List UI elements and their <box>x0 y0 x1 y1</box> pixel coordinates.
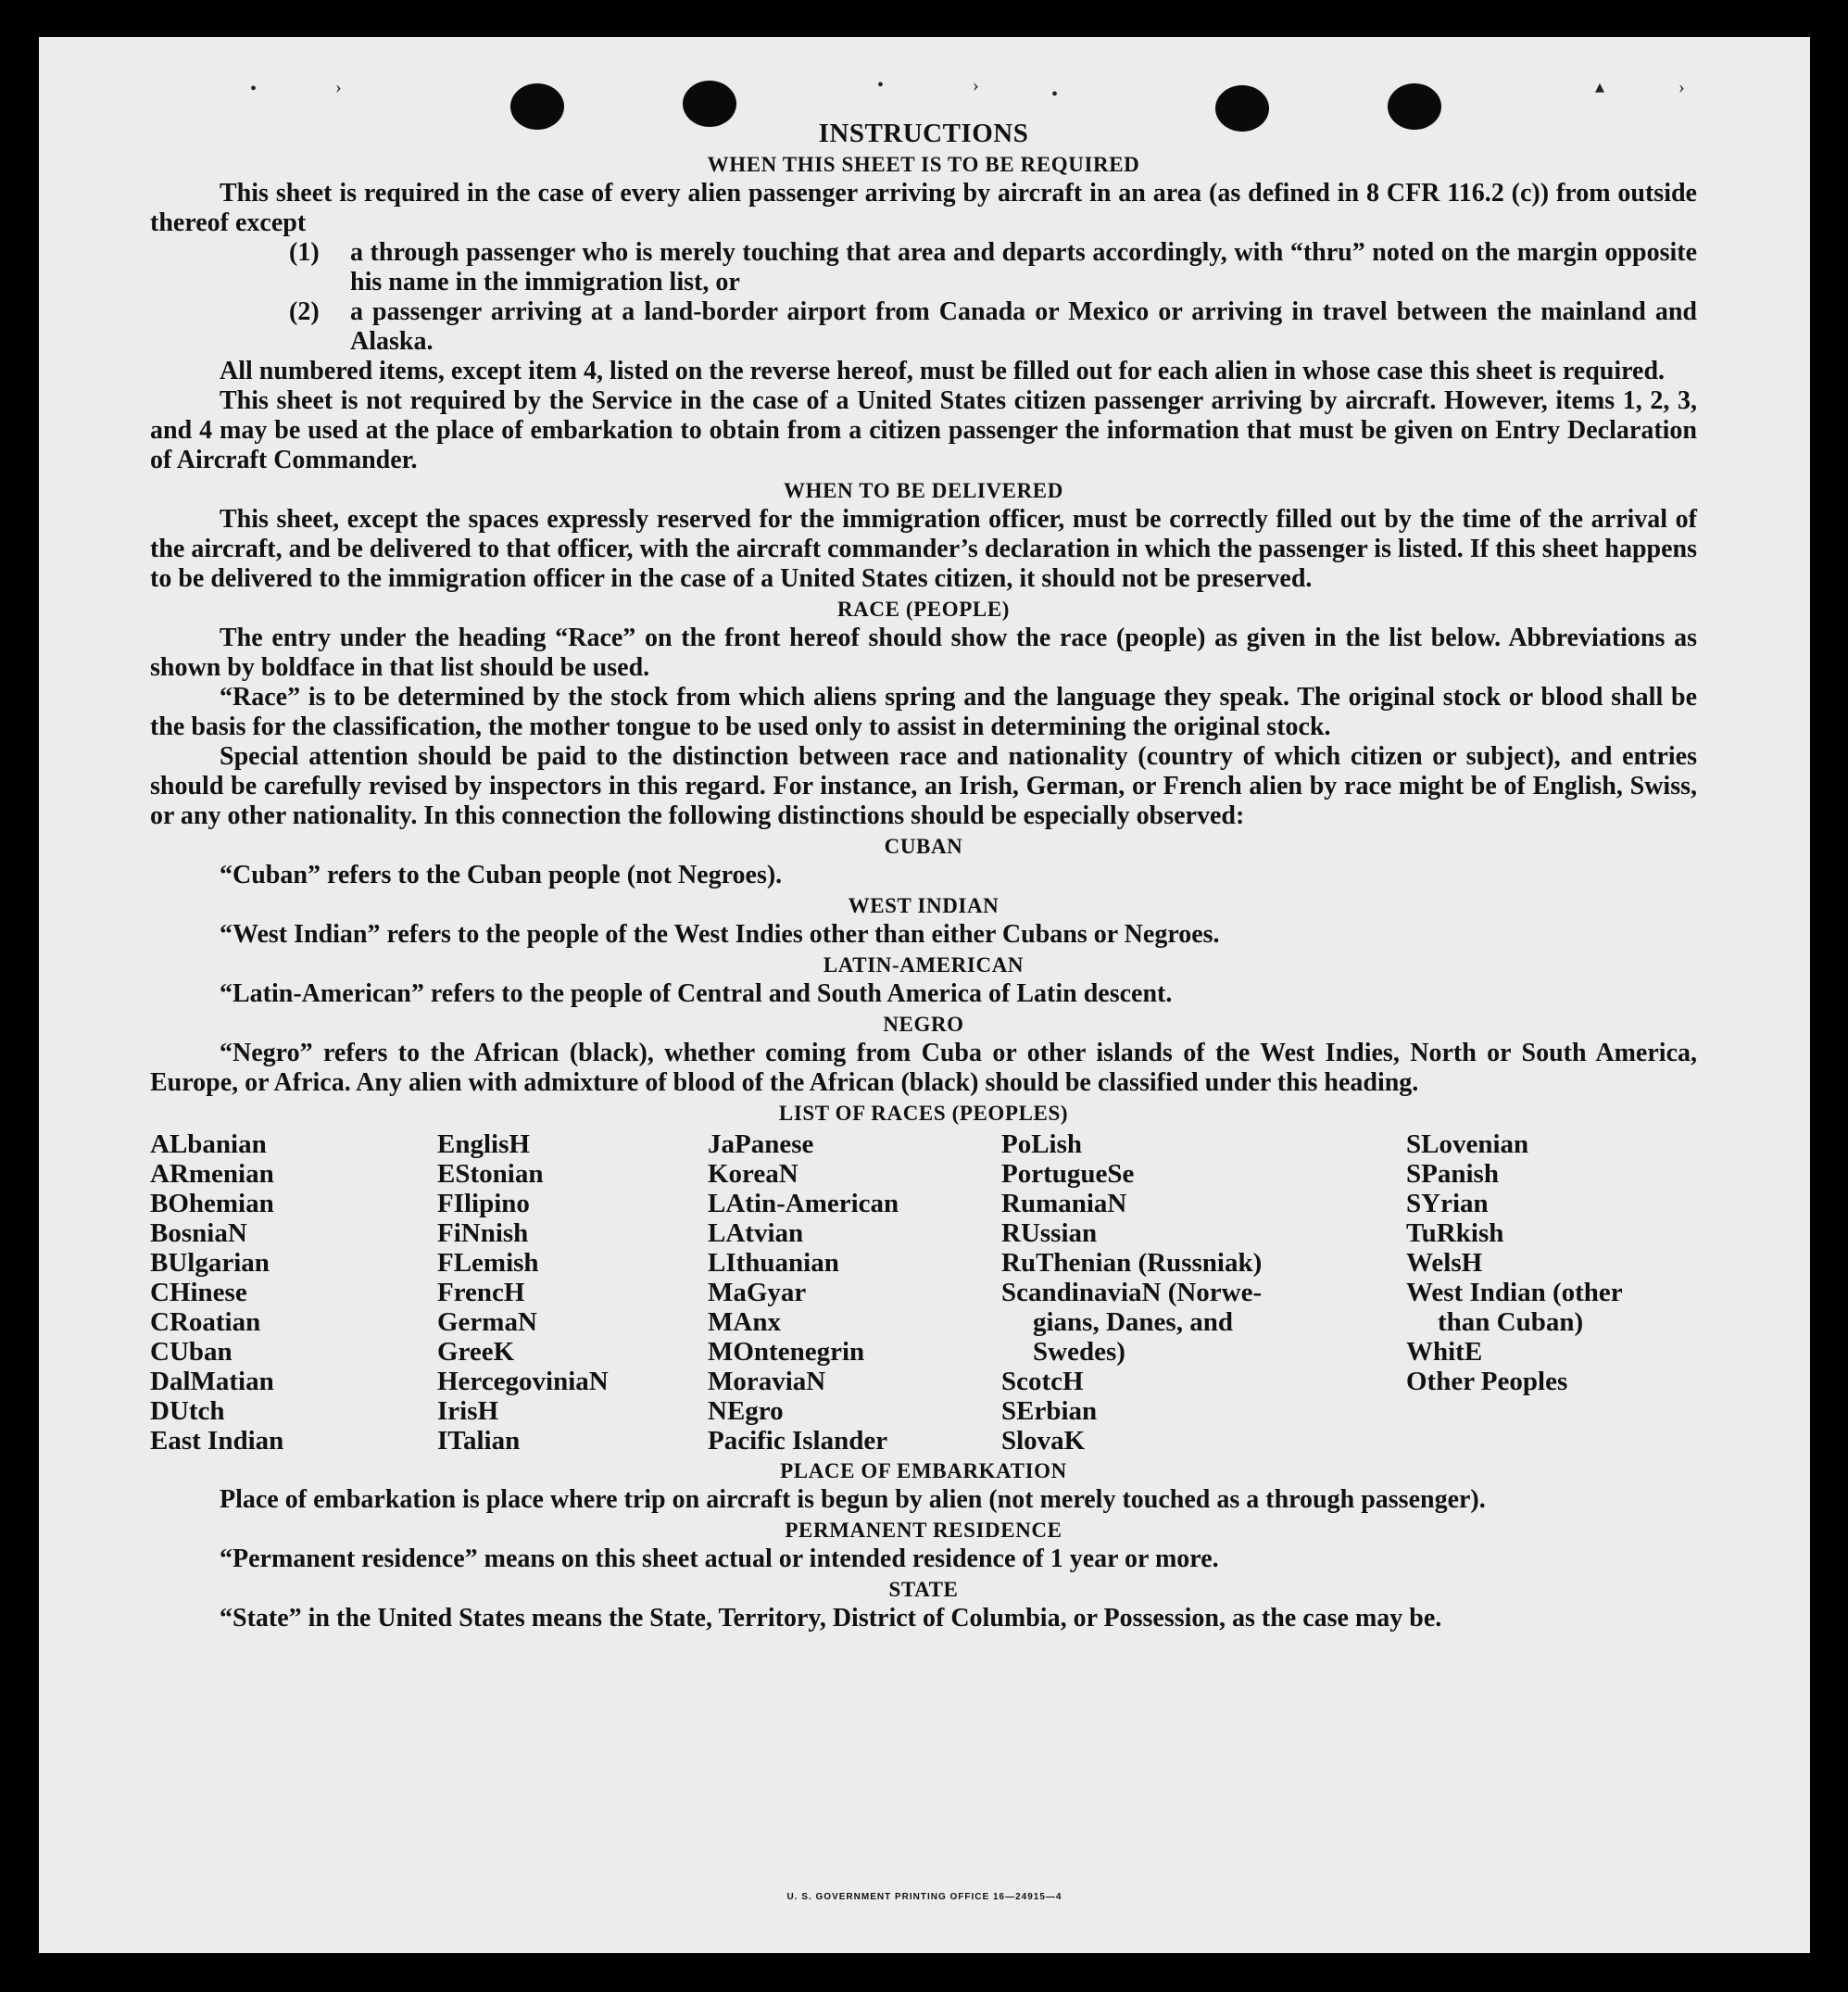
section-heading-negro: NEGRO <box>883 1013 964 1036</box>
race-column-4 <box>1001 1129 1406 1456</box>
section-heading-state: STATE <box>888 1578 959 1601</box>
item-text: a through passenger who is merely touching that area and departs accordingly, with “thru” noted on the margin opposite his name in the immigration list, or <box>350 238 1697 296</box>
race-entry: CRoatian <box>150 1307 261 1337</box>
race-entry: ARmenian <box>150 1159 274 1189</box>
race-entry: RuThenian (Russniak) <box>1001 1248 1263 1278</box>
item-text: a passenger arriving at a land-border airport from Canada or Mexico or arriving in travel between the mainland and Alaska. <box>350 297 1697 356</box>
race-column-5 <box>1406 1129 1684 1456</box>
race-entry: CUban <box>150 1337 233 1367</box>
item-number: (2) <box>289 297 320 326</box>
list-item <box>289 297 1697 357</box>
race-entry: ScotcH <box>1001 1367 1084 1396</box>
race-column-2 <box>437 1129 708 1456</box>
race-entry: SlovaK <box>1001 1426 1086 1456</box>
race-entry: SPanish <box>1406 1159 1499 1189</box>
race-entry: Swedes) <box>1033 1337 1125 1367</box>
scan-speck: › <box>973 75 979 95</box>
race-entry: RUssian <box>1001 1218 1098 1248</box>
race-entry: Other Peoples <box>1406 1367 1568 1396</box>
paragraph: This sheet is not required by the Service in the case of a United States citizen passenger arriving by aircraft. However, items 1, 2, 3, and 4 may be used at the place of embarkation to obtain from a citizen passenger the information that must be given on Entry Declaration of Aircraft Commander. <box>150 386 1697 474</box>
race-entry: JaPanese <box>708 1129 814 1159</box>
race-entry: MOntenegrin <box>708 1337 865 1367</box>
section-heading-required: WHEN THIS SHEET IS TO BE REQUIRED <box>707 153 1140 176</box>
race-entry: SErbian <box>1001 1396 1098 1426</box>
section-heading-delivered: WHEN TO BE DELIVERED <box>784 479 1063 502</box>
race-entry: West Indian (other <box>1406 1278 1623 1307</box>
section-heading-embarkation: PLACE OF EMBARKATION <box>780 1459 1067 1482</box>
race-column-3 <box>708 1129 1001 1456</box>
race-entry: IrisH <box>437 1396 499 1426</box>
page-title: INSTRUCTIONS <box>818 119 1029 148</box>
list-item <box>289 238 1697 297</box>
section-heading-residence: PERMANENT RESIDENCE <box>785 1519 1062 1542</box>
race-entry: ITalian <box>437 1426 521 1456</box>
scan-speck: • <box>1051 84 1059 105</box>
race-entry: FIlipino <box>437 1189 530 1218</box>
section-heading-list-of-races: LIST OF RACES (PEOPLES) <box>778 1102 1069 1125</box>
race-entry: MoraviaN <box>708 1367 826 1396</box>
race-entry: ALbanian <box>150 1129 267 1159</box>
race-entry: BosniaN <box>150 1218 247 1248</box>
item-number: (1) <box>289 238 320 267</box>
race-entry: SLovenian <box>1406 1129 1529 1159</box>
race-entry: East Indian <box>150 1426 284 1456</box>
race-entry: PortugueSe <box>1001 1159 1135 1189</box>
race-entry: BOhemian <box>150 1189 274 1218</box>
race-entry: EStonian <box>437 1159 544 1189</box>
paragraph: “State” in the United States means the State, Territory, District of Columbia, or Possession, as the case may be. <box>220 1604 1442 1633</box>
paragraph: The entry under the heading “Race” on the front hereof should show the race (people) as given in the list below. Abbreviations as shown by boldface in that list should be used. <box>150 624 1697 682</box>
race-entry: than Cuban) <box>1438 1307 1584 1337</box>
race-entry: MAnx <box>708 1307 781 1337</box>
section-heading-race: RACE (PEOPLE) <box>836 598 1011 621</box>
race-entry: WelsH <box>1406 1248 1483 1278</box>
race-entry: MaGyar <box>708 1278 807 1307</box>
race-entry: gians, Danes, and <box>1033 1307 1233 1337</box>
race-column-1 <box>150 1129 437 1456</box>
race-entry: PoLish <box>1001 1129 1083 1159</box>
race-entry: Pacific Islander <box>708 1426 888 1456</box>
paragraph: Place of embarkation is place where trip on aircraft is begun by alien (not merely touched as a through passenger). <box>220 1485 1486 1514</box>
section-heading-cuban: CUBAN <box>884 835 963 858</box>
scan-speck: • <box>877 75 885 95</box>
paragraph: This sheet, except the spaces expressly reserved for the immigration officer, must be correctly filled out by the time of the arrival of the aircraft, and be delivered to that officer, with the aircraft commander’s declaration in which the passenger is listed. If this sheet happens to be delivered to the immigration officer in the case of a United States citizen, it should not be preserved. <box>150 505 1697 593</box>
paragraph: All numbered items, except item 4, listed on the reverse hereof, must be filled out for each alien in whose case this sheet is required. <box>220 357 1666 385</box>
race-entry: NEgro <box>708 1396 784 1426</box>
race-entry: GermaN <box>437 1307 537 1337</box>
race-entry: EnglisH <box>437 1129 530 1159</box>
definition-text: “Latin-American” refers to the people of Central and South America of Latin descent. <box>220 979 1173 1008</box>
definition-text: “West Indian” refers to the people of the West Indies other than either Cubans or Negroes. <box>220 920 1220 949</box>
scan-speck: › <box>1678 77 1685 97</box>
section-heading-latin-american: LATIN-AMERICAN <box>823 953 1025 977</box>
race-entry: GreeK <box>437 1337 515 1367</box>
race-entry: BUlgarian <box>150 1248 270 1278</box>
race-entry: LAtvian <box>708 1218 804 1248</box>
definition-text: “Cuban” refers to the Cuban people (not Negroes). <box>220 861 783 889</box>
race-entry: LAtin-American <box>708 1189 899 1218</box>
race-entry: TuRkish <box>1406 1218 1504 1248</box>
paragraph: “Race” is to be determined by the stock from which aliens spring and the language they speak. The original stock or blood shall be the basis for the classification, the mother tongue to be used only to assist in determining the original stock. <box>150 683 1697 741</box>
scan-speck: • <box>250 79 258 99</box>
race-entry: CHinese <box>150 1278 247 1307</box>
section-heading-west-indian: WEST INDIAN <box>848 894 999 917</box>
race-entry: RumaniaN <box>1001 1189 1127 1218</box>
race-entry: KoreaN <box>708 1159 798 1189</box>
race-entry: HercegoviniaN <box>437 1367 609 1396</box>
race-entry: SYrian <box>1406 1189 1489 1218</box>
scan-speck: ▴ <box>1595 77 1605 97</box>
document-sheet <box>39 37 1810 1953</box>
instructions-content <box>150 119 1697 1633</box>
race-entry: FLemish <box>437 1248 539 1278</box>
race-entry: FrencH <box>437 1278 525 1307</box>
race-entry: DalMatian <box>150 1367 274 1396</box>
race-entry: DUtch <box>150 1396 225 1426</box>
race-entry: ScandinaviaN (Norwe- <box>1001 1278 1263 1307</box>
paragraph: “Negro” refers to the African (black), whether coming from Cuba or other islands of the West Indies, North or South America, Europe, or Africa. Any alien with admixture of blood of the African (black) should be classified under this heading. <box>150 1039 1697 1097</box>
definition-text: “Permanent residence” means on this sheet actual or intended residence of 1 year or more. <box>220 1544 1219 1573</box>
printer-imprint: U. S. GOVERNMENT PRINTING OFFICE 16—24915—4 <box>786 1892 1062 1902</box>
race-list <box>150 1129 1697 1456</box>
race-entry: FiNnish <box>437 1218 529 1248</box>
race-entry: WhitE <box>1406 1337 1483 1367</box>
scan-speck: › <box>335 77 342 97</box>
paragraph: Special attention should be paid to the distinction between race and nationality (country of which citizen or subject), and entries should be carefully revised by inspectors in this regard. For instance, an Irish, German, or French alien by race might be of English, Swiss, or any other nationality. In this connection the following distinctions should be especially observed: <box>150 742 1697 830</box>
paragraph: This sheet is required in the case of every alien passenger arriving by aircraft in an area (as defined in 8 CFR 116.2 (c)) from outside thereof except <box>150 179 1697 237</box>
race-entry: LIthuanian <box>708 1248 839 1278</box>
